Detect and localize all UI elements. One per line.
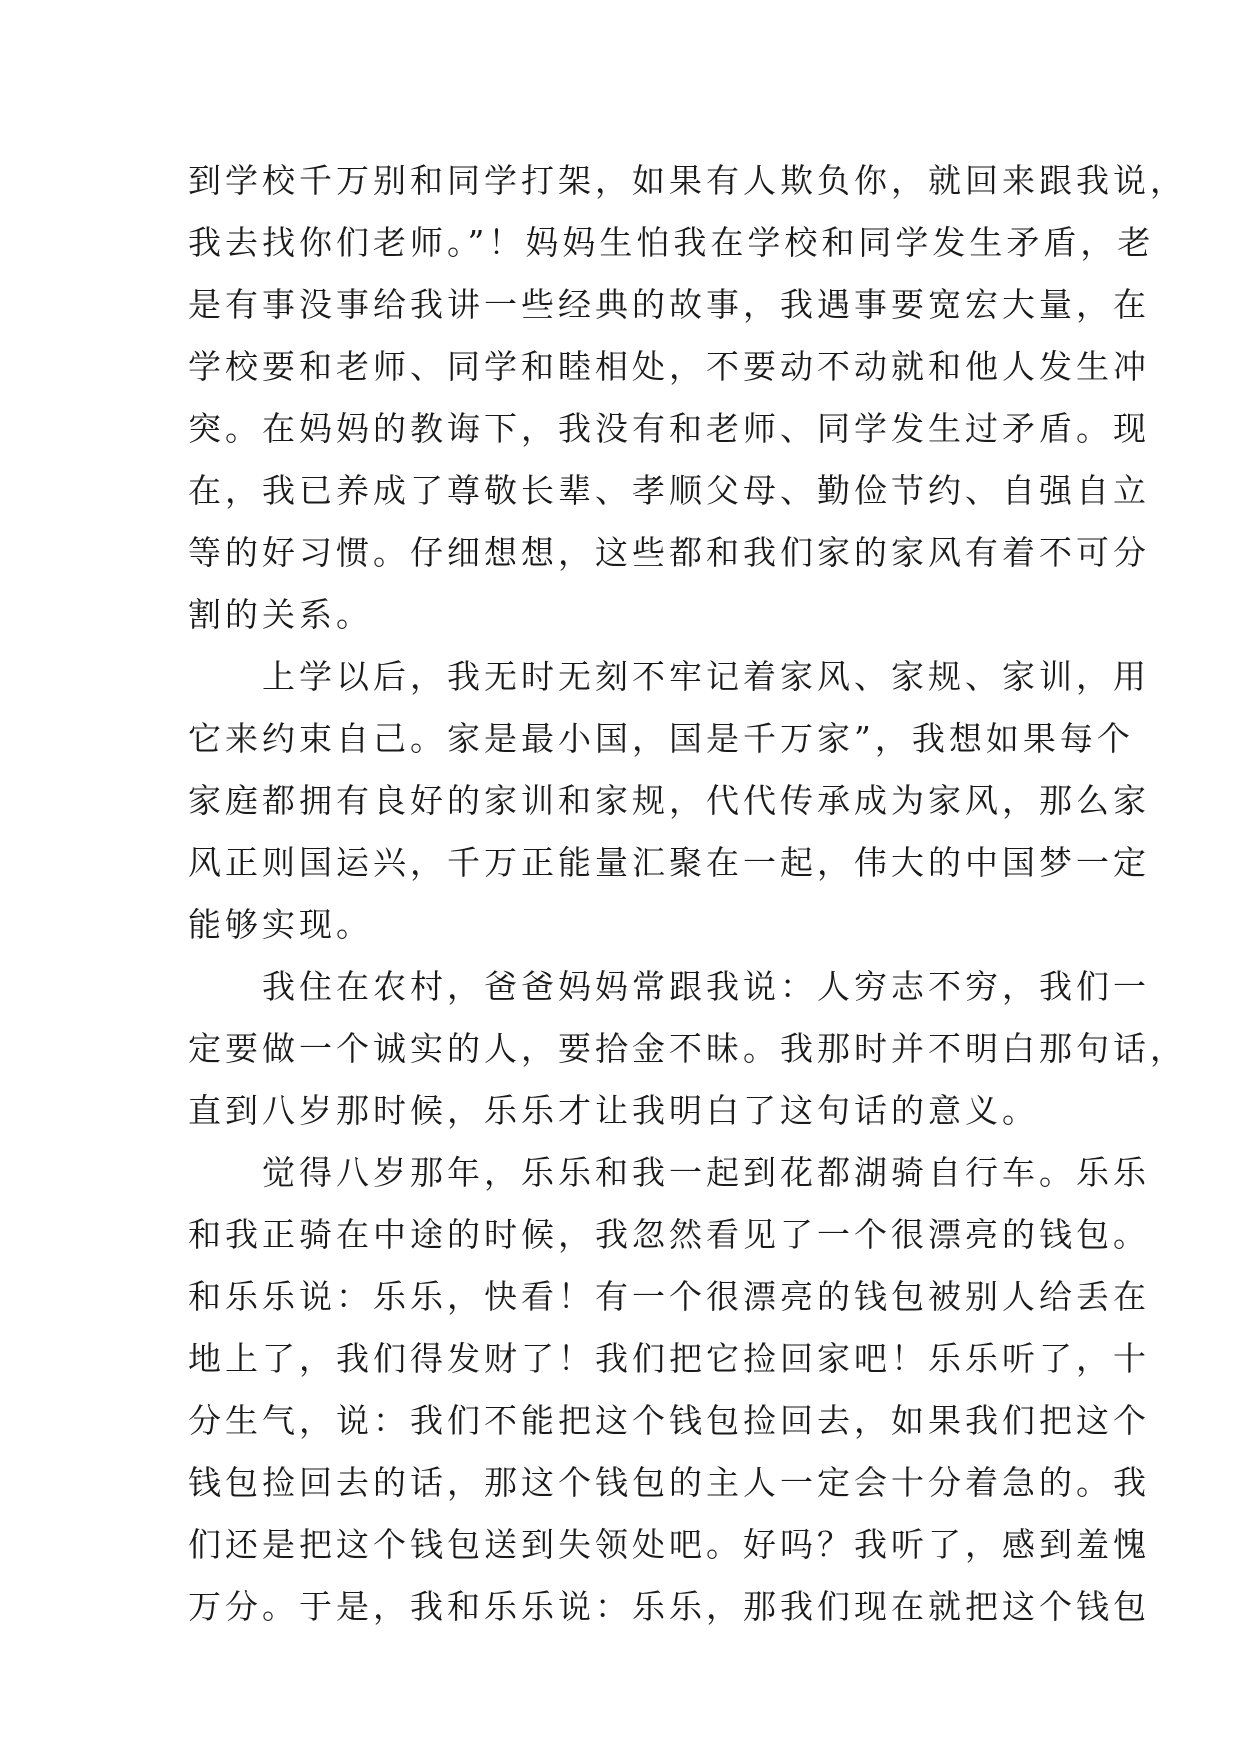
text-line: 们还是把这个钱包送到失领处吧。好吗？我听了，感到羞愧 (188, 1525, 1150, 1564)
text-line: 和乐乐说：乐乐，快看！有一个很漂亮的钱包被别人给丢在 (188, 1277, 1150, 1316)
text-line: 突。在妈妈的教诲下，我没有和老师、同学发生过矛盾。现 (188, 409, 1150, 448)
text-line: 和我正骑在中途的时候，我忽然看见了一个很漂亮的钱包。 (188, 1215, 1150, 1254)
text-line: 能够实现。 (188, 905, 373, 944)
text-line: 家庭都拥有良好的家训和家规，代代传承成为家风，那么家 (188, 781, 1150, 820)
text-line: 我去找你们老师。”！妈妈生怕我在学校和同学发生矛盾，老 (188, 223, 1155, 262)
text-line: 在，我已养成了尊敬长辈、孝顺父母、勤俭节约、自强自立 (188, 471, 1150, 510)
text-line: 是有事没事给我讲一些经典的故事，我遇事要宽宏大量，在 (188, 285, 1150, 324)
text-line: 它来约束自己。家是最小国，国是千万家”，我想如果每个 (188, 719, 1134, 758)
essay-body (188, 150, 1187, 1638)
text-line: 万分。于是，我和乐乐说：乐乐，那我们现在就把这个钱包 (188, 1587, 1150, 1626)
text-line: 等的好习惯。仔细想想，这些都和我们家的家风有着不可分 (188, 533, 1150, 572)
text-line: 钱包捡回去的话，那这个钱包的主人一定会十分着急的。我 (188, 1463, 1150, 1502)
text-line: 地上了，我们得发财了！我们把它捡回家吧！乐乐听了，十 (188, 1339, 1150, 1378)
text-line: 定要做一个诚实的人，要拾金不昧。我那时并不明白那句话， (188, 1029, 1187, 1068)
text-line: 割的关系。 (188, 595, 373, 634)
text-line: 风正则国运兴，千万正能量汇聚在一起，伟大的中国梦一定 (188, 843, 1150, 882)
text-line: 分生气，说：我们不能把这个钱包捡回去，如果我们把这个 (188, 1401, 1150, 1440)
text-line: 上学以后，我无时无刻不牢记着家风、家规、家训，用 (188, 657, 1150, 696)
text-line: 到学校千万别和同学打架，如果有人欺负你，就回来跟我说， (188, 161, 1187, 200)
text-line: 我住在农村，爸爸妈妈常跟我说：人穷志不穷，我们一 (188, 967, 1150, 1006)
text-line: 直到八岁那时候，乐乐才让我明白了这句话的意义。 (188, 1091, 1039, 1130)
text-line: 觉得八岁那年，乐乐和我一起到花都湖骑自行车。乐乐 (188, 1153, 1150, 1192)
text-line: 学校要和老师、同学和睦相处，不要动不动就和他人发生冲 (188, 347, 1150, 386)
